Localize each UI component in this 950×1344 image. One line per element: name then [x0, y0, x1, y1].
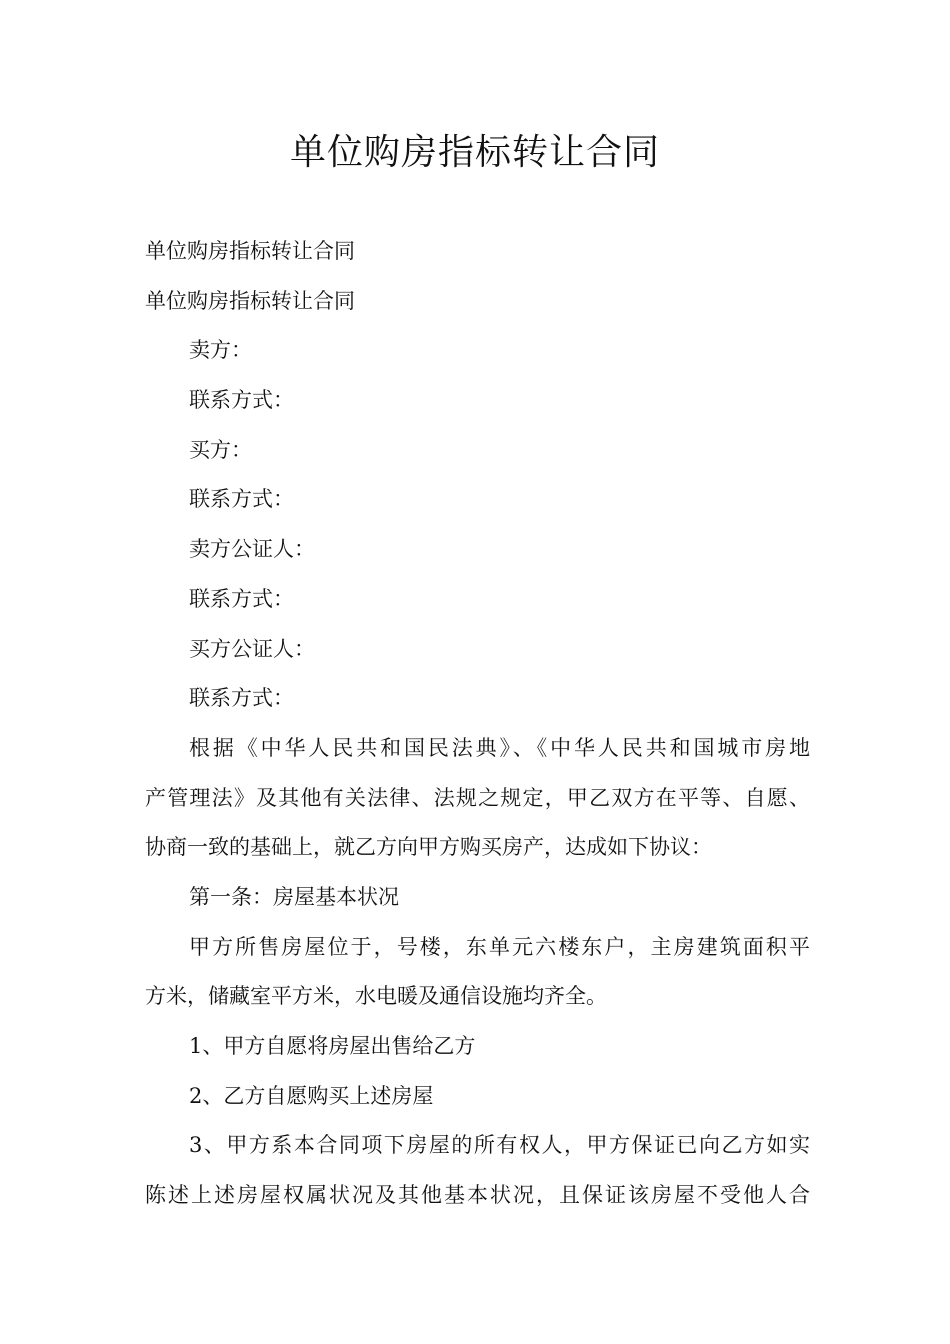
paragraph-line: 产管理法》及其他有关法律、法规之规定，甲乙双方在平等、自愿、 [145, 785, 810, 810]
subtitle-line: 单位购房指标转让合同 [145, 288, 355, 313]
article-heading: 第一条：房屋基本状况 [189, 884, 399, 909]
seller-notary-contact-field: 联系方式： [189, 586, 294, 611]
seller-notary-field: 卖方公证人： [189, 537, 315, 562]
buyer-notary-field: 买方公证人： [189, 636, 315, 661]
buyer-contact-field: 联系方式： [189, 487, 294, 512]
paragraph-line: 陈述上述房屋权属状况及其他基本状况，且保证该房屋不受他人合 [145, 1183, 810, 1208]
paragraph-line: 甲方所售房屋位于，号楼，东单元六楼东户，主房建筑面积平 [189, 934, 810, 959]
seller-field: 卖方： [189, 338, 252, 363]
seller-contact-field: 联系方式： [189, 388, 294, 413]
buyer-field: 买方： [189, 437, 252, 462]
paragraph-line: 根据《中华人民共和国民法典》、《中华人民共和国城市房地 [189, 735, 810, 760]
paragraph-line: 方米，储藏室平方米，水电暖及通信设施均齐全。 [145, 984, 607, 1009]
paragraph-line: 协商一致的基础上，就乙方向甲方购买房产，达成如下协议： [145, 835, 712, 860]
document-title: 单位购房指标转让合同 [289, 132, 660, 173]
buyer-notary-contact-field: 联系方式： [189, 686, 294, 711]
clause-item: 1、甲方自愿将房屋出售给乙方 [189, 1034, 476, 1058]
document-body [145, 227, 810, 1221]
subtitle-line: 单位购房指标转让合同 [145, 239, 355, 263]
clause-item: 2、乙方自愿购买上述房屋 [189, 1083, 434, 1108]
clause-item: 3、甲方系本合同项下房屋的所有权人，甲方保证已向乙方如实 [189, 1133, 810, 1158]
